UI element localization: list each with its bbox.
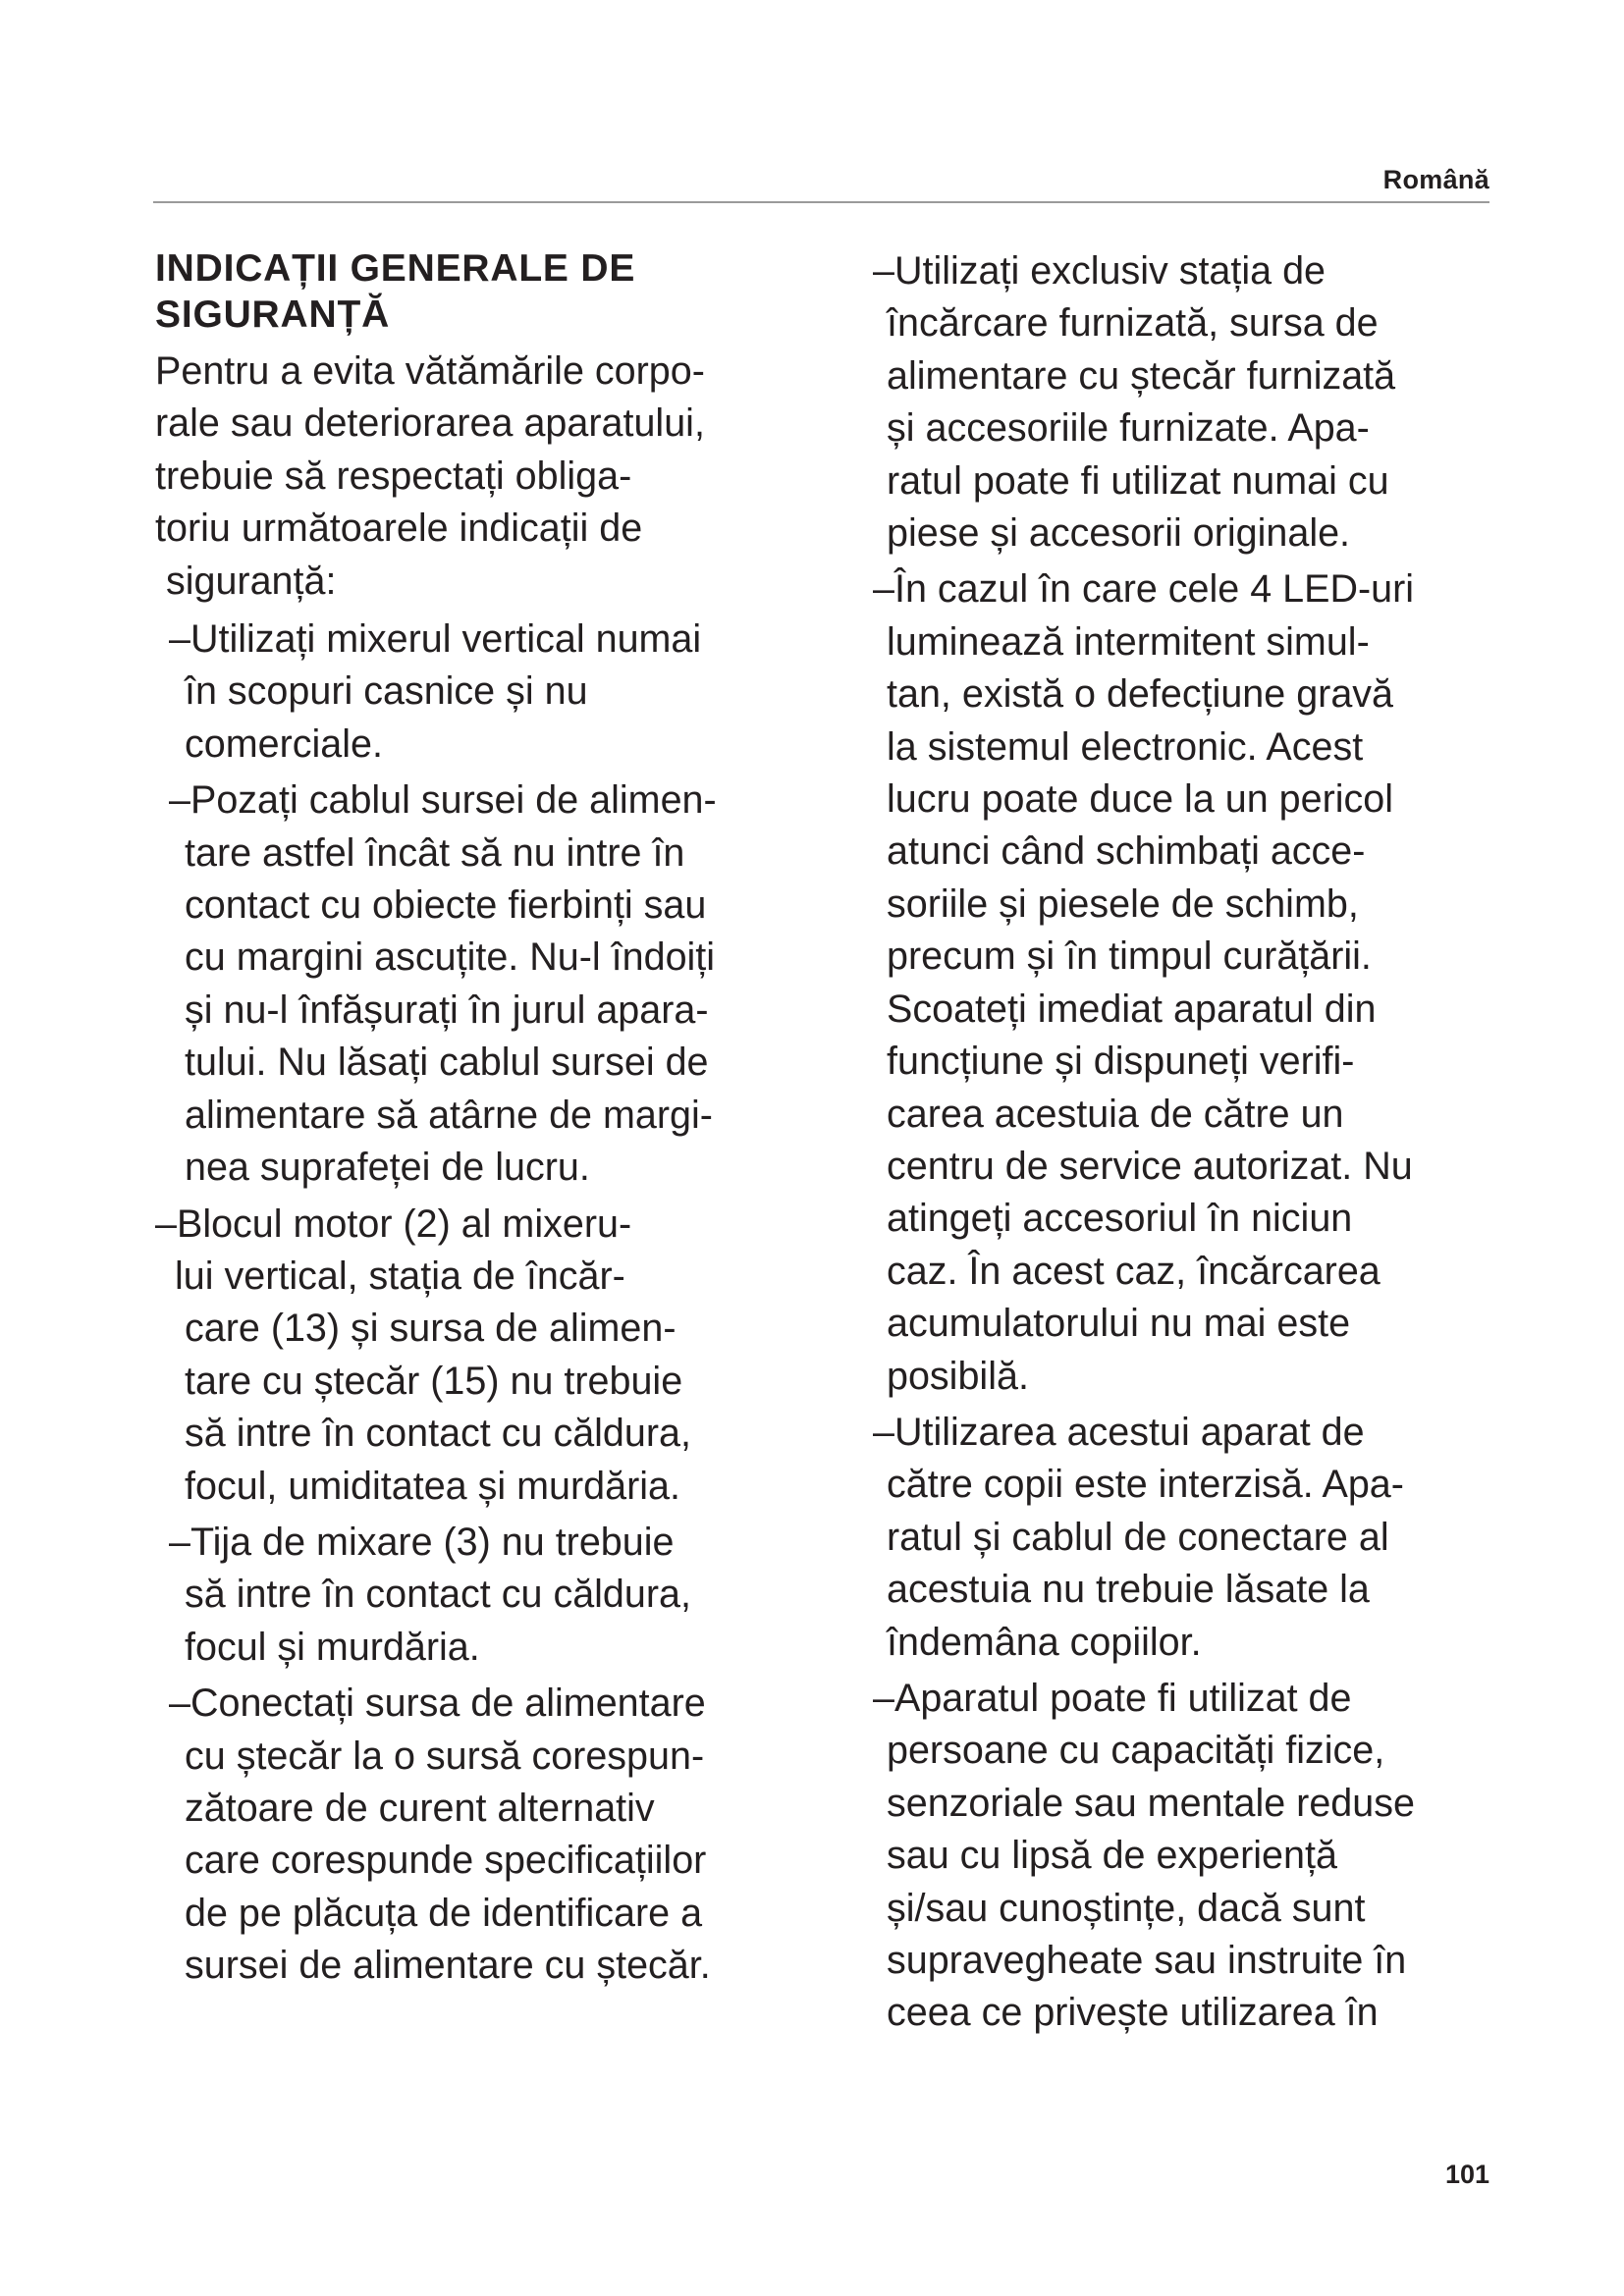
bullet-item: [873, 245, 1415, 560]
text-line: cu ștecăr la o sursă corespun-: [185, 1734, 705, 1778]
text-line: –Utilizați exclusiv stația de: [873, 249, 1326, 293]
section-title: [155, 245, 717, 338]
text-line: –Pozați cablul sursei de alimen-: [169, 778, 717, 823]
text-line: focul și murdăria.: [185, 1625, 480, 1669]
text-line: atunci când schimbați acce-: [887, 829, 1366, 874]
text-line: lucru poate duce la un pericol: [887, 777, 1394, 822]
text-line: ceea ce privește utilizarea în: [887, 1991, 1379, 2035]
text-line: tare cu ștecăr (15) nu trebuie: [185, 1359, 683, 1403]
text-line: de pe plăcuța de identificare a: [185, 1891, 703, 1935]
text-line: și nu-l înfășurați în jurul apara-: [185, 988, 709, 1032]
text-line: încărcare furnizată, sursa de: [887, 301, 1379, 346]
text-line: siguranță:: [155, 559, 337, 603]
bullet-item: [155, 1199, 717, 1513]
text-line: comerciale.: [185, 721, 383, 766]
text-line: supravegheate sau instruite în: [887, 1939, 1407, 1982]
text-line: și accesoriile furnizate. Apa-: [887, 406, 1370, 451]
text-line: cu margini ascuțite. Nu-l îndoiți: [185, 935, 716, 980]
text-line: caz. În acest caz, încărcarea: [887, 1249, 1380, 1293]
bullet-item: [155, 774, 717, 1194]
text-line: alimentare să atârne de margi-: [185, 1093, 713, 1137]
text-line: în scopuri casnice și nu: [185, 669, 588, 714]
text-line: piese și accesorii originale.: [887, 511, 1351, 556]
text-line: contact cu obiecte fierbinți sau: [185, 883, 707, 928]
text-line: trebuie să respectați obliga-: [155, 454, 632, 498]
text-line: acestuia nu trebuie lăsate la: [887, 1568, 1370, 1612]
text-line: ratul poate fi utilizat numai cu: [887, 458, 1389, 503]
text-line: lui vertical, stația de încăr-: [175, 1254, 625, 1298]
text-line: către copii este interzisă. Apa-: [887, 1463, 1404, 1507]
text-line: precum și în timpul curățării.: [887, 934, 1372, 979]
text-line: tan, există o defecțiune gravă: [887, 672, 1394, 717]
text-line: –Tija de mixare (3) nu trebuie: [169, 1520, 675, 1564]
text-line: –Aparatul poate fi utilizat de: [873, 1676, 1352, 1720]
text-line: și/sau cunoștințe, dacă sunt: [887, 1886, 1366, 1930]
text-line: persoane cu capacități fizice,: [887, 1729, 1385, 1773]
text-line: funcțiune și dispuneți verifi-: [887, 1040, 1355, 1084]
text-line: nea suprafeței de lucru.: [185, 1146, 590, 1190]
intro-paragraph: [155, 346, 717, 608]
text-line: sursei de alimentare cu ștecăr.: [185, 1944, 711, 1988]
bullet-item: [873, 1407, 1415, 1669]
text-line: să intre în contact cu căldura,: [185, 1412, 691, 1456]
text-line: posibilă.: [887, 1354, 1029, 1398]
left-column: [155, 245, 717, 1993]
bullet-item: [155, 1517, 717, 1674]
text-line: zătoare de curent alternativ: [185, 1786, 655, 1830]
bullet-item: [155, 1678, 717, 1992]
text-line: să intre în contact cu căldura,: [185, 1573, 691, 1617]
text-line: –În cazul în care cele 4 LED-uri: [873, 567, 1415, 612]
text-line: alimentare cu ștecăr furnizată: [887, 353, 1396, 398]
header-divider: [153, 201, 1489, 203]
text-line: toriu următoarele indicații de: [155, 507, 643, 551]
text-line: acumulatorului nu mai este: [887, 1302, 1351, 1346]
text-line: focul, umiditatea și murdăria.: [185, 1464, 680, 1508]
bullet-item: [873, 563, 1415, 1403]
text-line: care (13) și sursa de alimen-: [185, 1307, 677, 1351]
right-column: [873, 245, 1415, 2040]
text-line: sau cu lipsă de experiență: [887, 1834, 1337, 1878]
text-line: Scoateți imediat aparatul din: [887, 987, 1377, 1031]
text-line: tului. Nu lăsați cablul sursei de: [185, 1041, 709, 1085]
text-line: luminează intermitent simul-: [887, 619, 1370, 664]
text-line: soriile și piesele de schimb,: [887, 881, 1359, 926]
bullet-item: [155, 614, 717, 771]
text-line: centru de service autorizat. Nu: [887, 1144, 1413, 1188]
text-line: senzoriale sau mentale reduse: [887, 1781, 1415, 1825]
text-line: –Utilizarea acestui aparat de: [873, 1410, 1365, 1454]
text-line: Pentru a evita vătămările corpo-: [155, 349, 705, 393]
section-title-line: SIGURANȚĂ: [155, 294, 391, 336]
text-line: –Conectați sursa de alimentare: [169, 1682, 706, 1726]
page-number: 101: [1444, 2160, 1489, 2189]
text-line: ratul și cablul de conectare al: [887, 1515, 1389, 1559]
text-line: îndemâna copiilor.: [887, 1620, 1202, 1664]
text-line: atingeți accesoriul în niciun: [887, 1197, 1353, 1241]
text-line: –Utilizați mixerul vertical numai: [169, 617, 702, 662]
text-line: tare astfel încât să nu intre în: [185, 830, 685, 875]
text-line: la sistemul electronic. Acest: [887, 724, 1364, 769]
text-line: carea acestuia de către un: [887, 1092, 1344, 1136]
section-title-line: INDICAȚII GENERALE DE: [155, 247, 636, 290]
bullet-item: [873, 1673, 1415, 2040]
language-label: Română: [1382, 165, 1489, 194]
text-line: care corespunde specificațiilor: [185, 1839, 707, 1883]
text-line: rale sau deteriorarea aparatului,: [155, 401, 705, 446]
text-line: –Blocul motor (2) al mixeru-: [155, 1201, 632, 1246]
